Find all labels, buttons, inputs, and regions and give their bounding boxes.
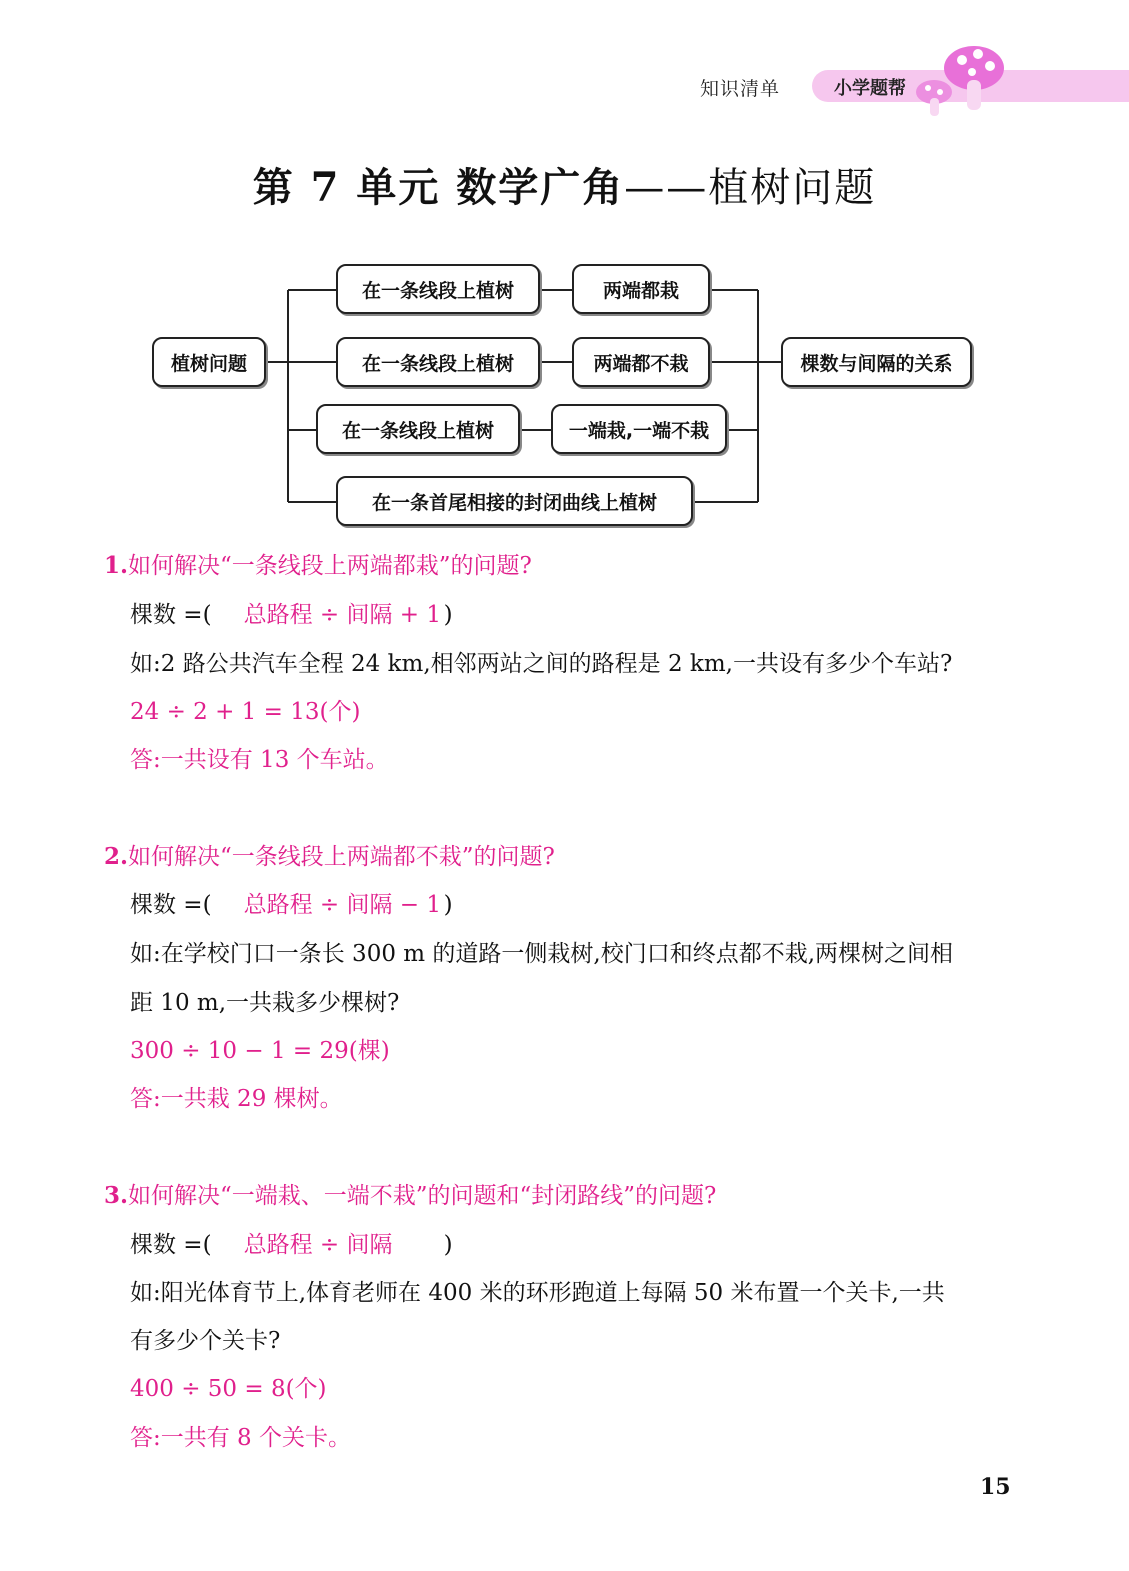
concept-diagram (0, 0, 1129, 540)
answer-text: 答:一共设有 13 个车站。 (130, 747, 389, 773)
diagram-rule-box: 两端都栽 (572, 264, 710, 314)
formula-suffix: ) (443, 602, 453, 628)
question-heading (104, 838, 555, 871)
example-text: 如:阳光体育节上,体育老师在 400 米的环形跑道上每隔 50 米布置一个关卡,一共 (130, 1280, 945, 1306)
calculation: 24 ÷ 2 + 1 = 13(个) (130, 699, 361, 725)
formula-line (130, 886, 453, 919)
example-text: 如:2 路公共汽车全程 24 km,相邻两站之间的路程是 2 km,一共设有多少个车站? (130, 651, 953, 677)
formula-line (130, 1226, 453, 1259)
question-text: 如何解决“一条线段上两端都不栽”的问题? (128, 844, 555, 870)
formula-prefix: 棵数 =( (130, 1232, 212, 1258)
title-bold: 第 7 单元 数学广角 (252, 164, 625, 211)
diagram-case-box: 在一条线段上植树 (336, 337, 540, 387)
diagram-case-box: 在一条线段上植树 (336, 264, 540, 314)
formula-answer: 总路程 ÷ 间隔 − 1 (243, 892, 441, 918)
header-section-label: 知识清单 (700, 78, 781, 100)
example-text: 如:在学校门口一条长 300 m 的道路一侧栽树,校门口和终点都不栽,两棵树之间相 (130, 941, 954, 967)
diagram-rule-box: 一端栽,一端不栽 (551, 404, 727, 454)
example-text: 距 10 m,一共栽多少棵树? (130, 990, 400, 1016)
diagram-connectors (0, 0, 1129, 540)
calculation: 400 ÷ 50 = 8(个) (130, 1376, 327, 1402)
formula-prefix: 棵数 =( (130, 602, 212, 628)
diagram-case-box: 在一条首尾相接的封闭曲线上植树 (336, 476, 693, 526)
diagram-root-box: 植树问题 (152, 337, 266, 387)
formula-answer: 总路程 ÷ 间隔 + 1 (243, 602, 441, 628)
calculation: 300 ÷ 10 − 1 = 29(棵) (130, 1038, 390, 1064)
answer-text: 答:一共有 8 个关卡。 (130, 1425, 352, 1451)
diagram-rule-box: 两端都不栽 (572, 337, 710, 387)
example-text: 有多少个关卡? (130, 1328, 281, 1354)
question-heading (104, 547, 532, 580)
diagram-result-box: 棵数与间隔的关系 (781, 337, 972, 387)
formula-line (130, 596, 453, 629)
question-number: 1. (104, 552, 129, 579)
question-text: 如何解决“一条线段上两端都栽”的问题? (128, 553, 532, 579)
question-text: 如何解决“一端栽、一端不栽”的问题和“封闭路线”的问题? (128, 1183, 717, 1209)
question-number: 3. (104, 1182, 129, 1209)
page-number: 15 (980, 1474, 1011, 1500)
title-light: ——植树问题 (624, 165, 877, 211)
diagram-case-box: 在一条线段上植树 (316, 404, 520, 454)
formula-suffix: ) (443, 1232, 453, 1258)
question-number: 2. (104, 843, 129, 870)
formula-suffix: ) (443, 892, 453, 918)
answer-text: 答:一共栽 29 棵树。 (130, 1086, 343, 1112)
header-brand-label: 小学题帮 (834, 78, 906, 99)
question-heading (104, 1177, 716, 1210)
formula-answer: 总路程 ÷ 间隔 (243, 1232, 393, 1258)
formula-prefix: 棵数 =( (130, 892, 212, 918)
